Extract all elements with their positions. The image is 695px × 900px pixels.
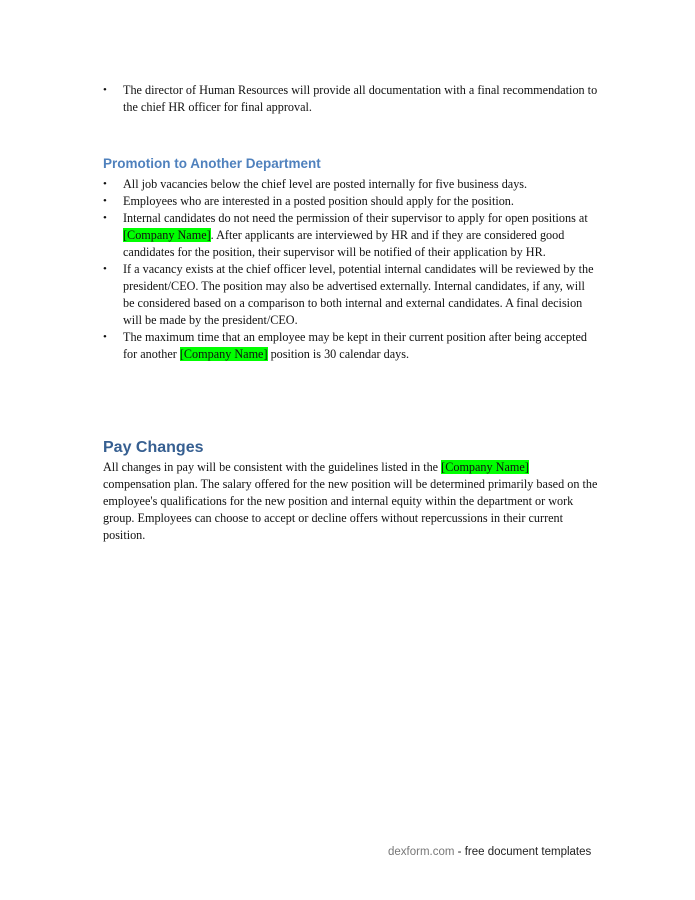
list-item-text: The maximum time that an employee may be kept in their current position after being accepted for another xyxy=(123,330,587,361)
bullet-icon: • xyxy=(103,195,107,207)
section-heading-pay-changes: Pay Changes xyxy=(103,439,204,456)
footer-brand-link[interactable]: dexform.com xyxy=(388,846,455,858)
top-bullet-list xyxy=(103,82,598,116)
bullet-icon: • xyxy=(103,263,107,275)
footer-tagline: - free document templates xyxy=(454,846,592,858)
list-item xyxy=(103,261,598,329)
paragraph-text: compensation plan. The salary offered for the new position will be determined primarily based on the employee's qualifications for the new position and internal equity within the department or work group. Employees can choose to accept or decline offers without repercussions in their current position. xyxy=(103,477,598,542)
list-item-text: . After applicants are interviewed by HR and if they are considered good candidates for the position, their supervisor will be notified of their application by HR. xyxy=(123,228,565,259)
list-item-text: Employees who are interested in a posted position should apply for the position. xyxy=(123,194,514,208)
company-name-placeholder: [Company Name] xyxy=(123,228,211,242)
company-name-placeholder: [Company Name] xyxy=(179,347,268,361)
list-item-text: Internal candidates do not need the permission of their supervisor to apply for open positions at xyxy=(123,211,588,225)
list-item xyxy=(103,329,598,363)
promotion-bullet-list xyxy=(103,176,598,363)
list-item xyxy=(103,193,598,210)
paragraph-text: All changes in pay will be consistent with the guidelines listed in the xyxy=(103,460,442,474)
pay-changes-paragraph xyxy=(103,459,598,544)
bullet-icon: • xyxy=(103,178,107,190)
bullet-icon: • xyxy=(103,331,107,343)
list-item xyxy=(103,82,598,116)
bullet-icon: • xyxy=(103,84,107,96)
section-heading-promotion: Promotion to Another Department xyxy=(103,156,321,171)
list-item-text: position is 30 calendar days. xyxy=(267,347,410,361)
list-item-text: All job vacancies below the chief level are posted internally for five business days. xyxy=(123,177,528,191)
company-name-placeholder: [Company Name] xyxy=(441,460,529,474)
list-item-text: The director of Human Resources will provide all documentation with a final recommendation to the chief HR officer for final approval. xyxy=(123,83,598,114)
footer xyxy=(388,846,591,858)
list-item xyxy=(103,176,598,193)
list-item xyxy=(103,210,598,261)
list-item-text: If a vacancy exists at the chief officer level, potential internal candidates will be reviewed by the president/CEO. The position may also be advertised externally. Internal candidates, if any, will be considered based on a comparison to both internal and external candidates. A final decision will be made by the president/CEO. xyxy=(123,262,594,327)
bullet-icon: • xyxy=(103,212,107,224)
